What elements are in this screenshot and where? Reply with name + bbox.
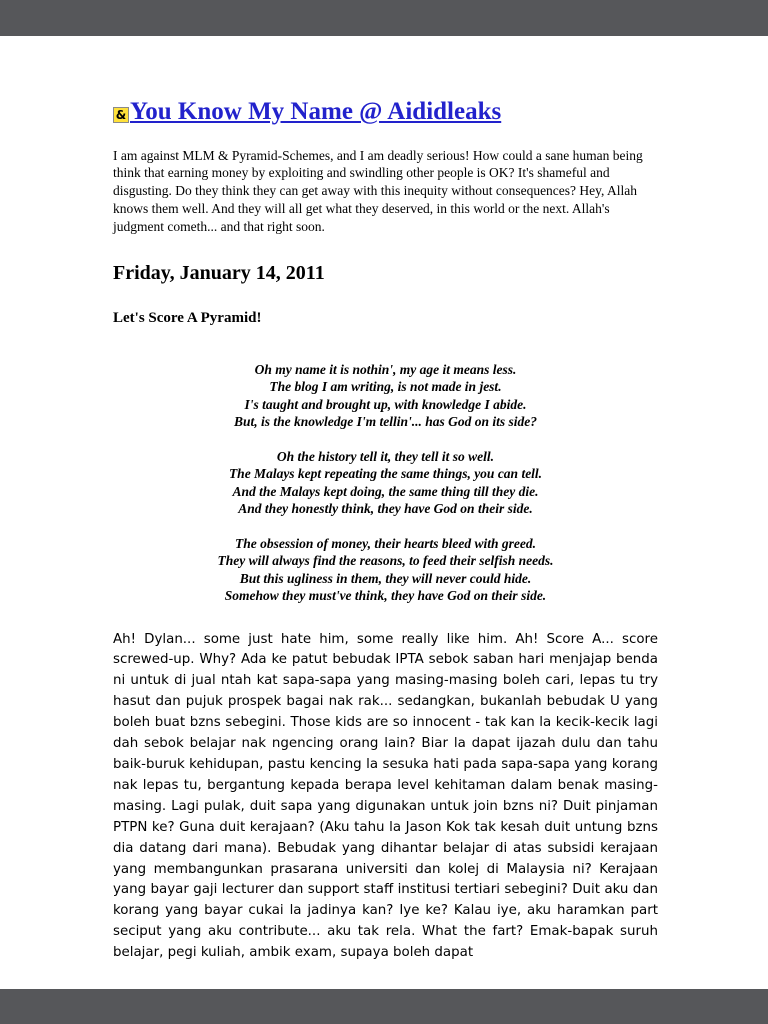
post-date-heading: Friday, January 14, 2011 (113, 261, 325, 284)
poem-line: And the Malays kept doing, the same thing till they die. (232, 483, 539, 499)
blog-description: I am against MLM & Pyramid-Schemes, and I am deadly serious! How could a sane human being think that earning money by exploiting and swindling other people is OK? It's shameful and disgusting. Do they think they can get away with this inequity without consequences? Hey, Allah knows them well. And they will all get what they deserved, in this world or the next. Allah's judgment cometh... and that right soon. (113, 147, 643, 234)
post-body: Ah! Dylan... some just hate him, some really like him. Ah! Score A... score screwed-up. Why? Ada ke patut bebudak IPTA sebok saban hari menjajap benda ni untuk di jual ntah kat sapa-sapa yang masing-masing boleh cari, lepas tu try hasut dan pujuk prospek bagai nak rak... sedangkan, bukanlah bebudak U yang boleh buat bzns sebegini. Those kids are so innocent - tak kan la kecik-kecik lagi dah sebok belajar nak ngencing orang lain? Biar la dapat ijazah dulu dan tahu baik-buruk kehidupan, pastu kencing la sesuka hati pada sapa-sapa yang korang nak lepas tu, bergantung kepada berapa level kehitaman dalam benak masing-masing. Lagi pulak, duit sapa yang digunakan untuk join bzns ni? Duit pinjaman PTPN ke? Guna duit kerajaan? (Aku tahu la Jason Kok tak kesah duit untung bzns dia datang dari mana). Bebudak yang dihantar belajar di atas subsidi kerajaan yang membangunkan prasarana universiti dan kolej di Malaysia ni? Kerajaan yang bayar gaji lecturer dan support staff institusi tertiari sebegini? Duit aku dan korang yang bayar cukai la jadinya kan? Iye ke? Kalau iye, aku haramkan part seciput yang aku contribute... aku tak rela. What the fart? Emak-bapak suruh belajar, pegi kuliah, ambik exam, supaya boleh dapat (113, 631, 658, 961)
poem-line: The Malays kept repeating the same things, you can tell. (228, 466, 543, 482)
poem-stanza-2 (113, 448, 658, 518)
poem-line: They will always find the reasons, to feed their selfish needs. (217, 553, 554, 569)
poem-stanza-1 (113, 361, 658, 431)
poem-line: And they honestly think, they have God on their side. (238, 501, 533, 517)
poem-line: But, is the knowledge I'm tellin'... has God on its side? (233, 414, 538, 430)
viewer-bottom-bar (0, 989, 768, 1024)
poem-line: Somehow they must've think, they have God on their side. (224, 588, 547, 604)
poem-line: Oh the history tell it, they tell it so well. (276, 448, 495, 464)
blog-page (113, 36, 658, 964)
blog-favicon-icon: & (113, 107, 129, 123)
blog-title-heading (113, 98, 658, 126)
poem (113, 361, 658, 605)
blog-title-link[interactable] (113, 98, 501, 125)
poem-line: The obsession of money, their hearts bleed with greed. (235, 535, 536, 551)
poem-stanza-3 (113, 535, 658, 605)
poem-line: Oh my name it is nothin', my age it means less. (254, 361, 517, 377)
poem-line: But this ugliness in them, they will never could hide. (239, 570, 532, 586)
blog-title-text: You Know My Name @ Aididleaks (130, 98, 502, 125)
post-title: Let's Score A Pyramid! (113, 309, 262, 326)
poem-line: I's taught and brought up, with knowledge I abide. (244, 396, 527, 412)
poem-line: The blog I am writing, is not made in jest. (269, 379, 502, 395)
viewer-top-bar (0, 0, 768, 36)
